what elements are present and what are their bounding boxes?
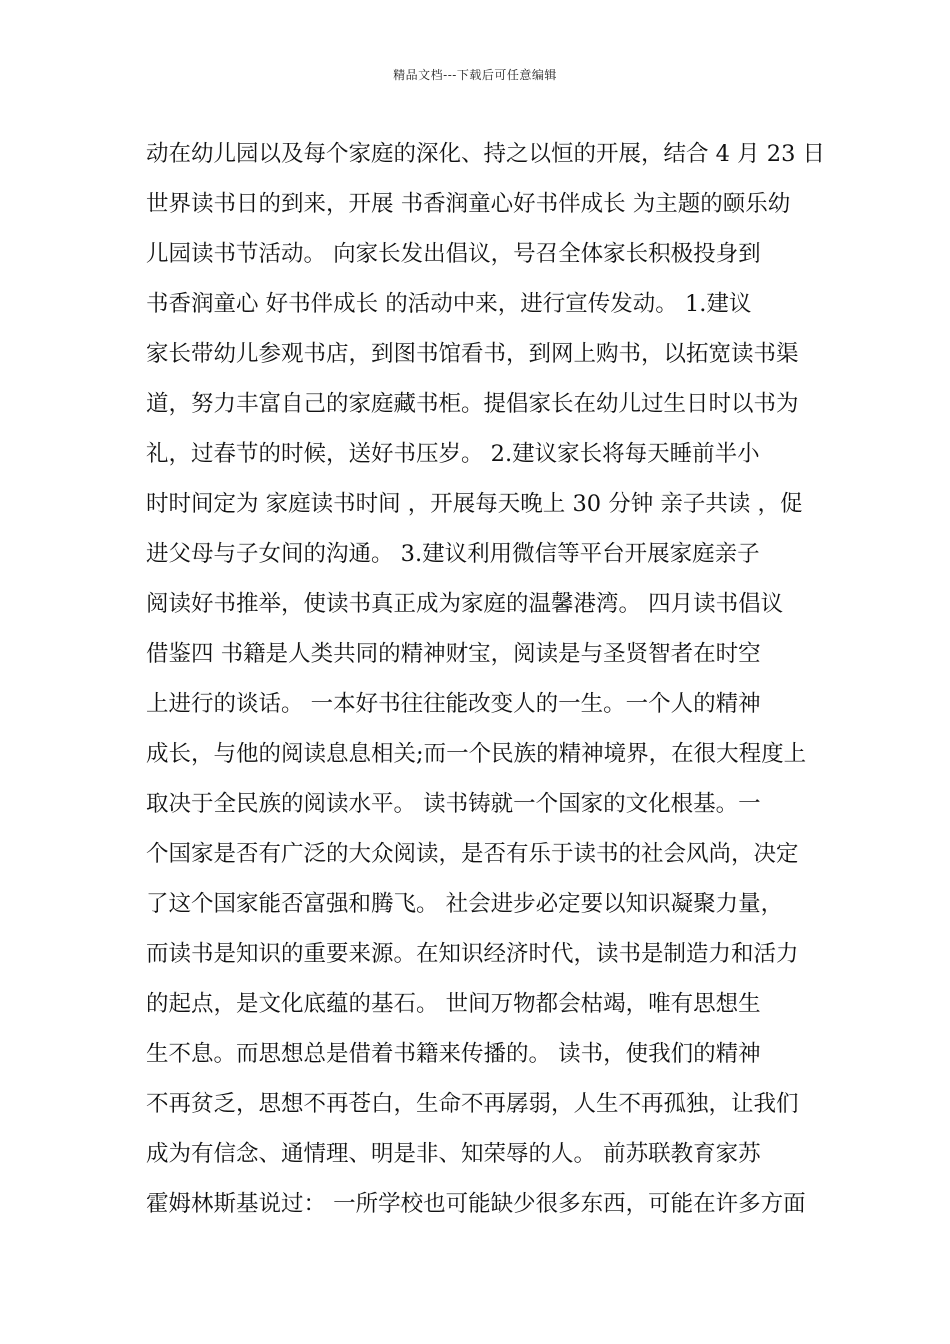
text-line: 书香润童心 好书伴成长 的活动中来，进行宣传发动。 1.建议 xyxy=(146,291,752,317)
text-line: 生不息。而思想总是借着书籍来传播的。 读书，使我们的精神 xyxy=(146,1041,761,1067)
text-line: 进父母与子女间的沟通。 3.建议利用微信等平台开展家庭亲子 xyxy=(146,541,760,567)
text-line: 礼，过春节的时候，送好书压岁。 2.建议家长将每天睡前半小 xyxy=(146,441,760,467)
page-header: 精品文档---下载后可任意编辑 xyxy=(393,68,557,82)
text-line: 霍姆林斯基说过： 一所学校也可能缺少很多东西，可能在许多方面 xyxy=(146,1191,806,1217)
text-line: 阅读好书推举，使读书真正成为家庭的温馨港湾。 四月读书倡议 xyxy=(146,591,784,617)
text-line: 成长，与他的阅读息息相关;而一个民族的精神境界，在很大程度上 xyxy=(146,741,807,767)
text-line: 上进行的谈话。 一本好书往往能改变人的一生。一个人的精神 xyxy=(146,691,761,717)
document-body xyxy=(146,130,826,1230)
text-line: 道，努力丰富自己的家庭藏书柜。提倡家长在幼儿过生日时以书为 xyxy=(146,391,799,417)
text-line: 取决于全民族的阅读水平。 读书铸就一个国家的文化根基。一 xyxy=(146,791,761,817)
text-line: 世界读书日的到来，开展 书香润童心好书伴成长 为主题的颐乐幼 xyxy=(146,191,791,217)
text-line: 家长带幼儿参观书店，到图书馆看书，到网上购书，以拓宽读书渠 xyxy=(146,341,799,367)
text-line: 个国家是否有广泛的大众阅读，是否有乐于读书的社会风尚，决定 xyxy=(146,841,799,867)
text-line: 时时间定为 家庭读书时间 ，开展每天晚上 30 分钟 亲子共读 ，促 xyxy=(146,491,803,517)
text-line: 了这个国家能否富强和腾飞。 社会进步必定要以知识凝聚力量， xyxy=(146,891,784,917)
text-line: 动在幼儿园以及每个家庭的深化、持之以恒的开展，结合 4 月 23 日 xyxy=(146,141,826,167)
text-line: 借鉴四 书籍是人类共同的精神财宝，阅读是与圣贤智者在时空 xyxy=(146,641,761,667)
text-line: 儿园读书节活动。 向家长发出倡议，号召全体家长积极投身到 xyxy=(146,241,761,267)
text-line: 而读书是知识的重要来源。在知识经济时代，读书是制造力和活力 xyxy=(146,941,799,967)
text-line: 的起点，是文化底蕴的基石。 世间万物都会枯竭，唯有思想生 xyxy=(146,991,761,1017)
text-line: 成为有信念、通情理、明是非、知荣辱的人。 前苏联教育家苏 xyxy=(146,1141,761,1167)
text-line: 不再贫乏，思想不再苍白，生命不再孱弱，人生不再孤独，让我们 xyxy=(146,1091,799,1117)
